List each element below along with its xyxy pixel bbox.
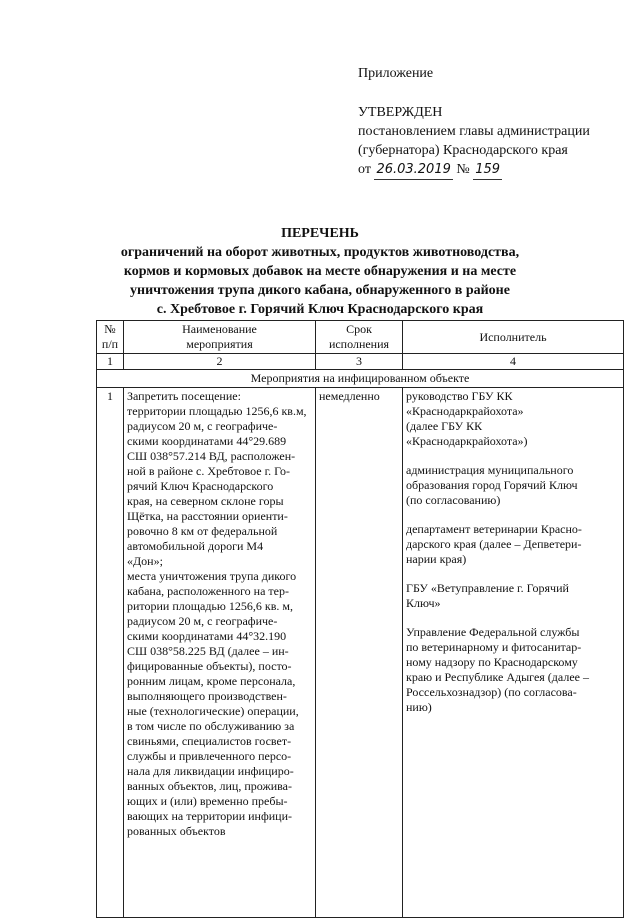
title-line-2: кормов и кормовых добавок на месте обнаружения и на месте xyxy=(123,264,517,279)
table-header-row xyxy=(97,321,624,354)
executor-3: департамент ветеринарии Красно- дарского края (далее – Депветери- нарии края) xyxy=(406,522,582,566)
number-label: № xyxy=(456,162,470,177)
executor-2: администрация муниципального образования город Горячий Ключ (по согласованию) xyxy=(406,463,578,507)
header-term: Срок исполнения xyxy=(316,321,403,354)
executor-1: руководство ГБУ КК «Краснодаркрайохота» (далее ГБУ КК «Краснодаркрайохота») xyxy=(406,389,528,448)
header-number: № п/п xyxy=(97,321,124,354)
section-title: Мероприятия на инфицированном объекте xyxy=(97,370,624,388)
approval-block xyxy=(358,64,590,180)
table-row xyxy=(97,388,624,918)
column-number-row xyxy=(97,354,624,370)
title-line-4: с. Хребтовое г. Горячий Ключ Краснодарского края xyxy=(156,302,484,317)
document-title xyxy=(60,224,580,319)
approval-date: 26.03.2019 xyxy=(374,160,452,180)
title-line-1: ограничений на оборот животных, продуктов животноводства, xyxy=(120,245,520,260)
title-line-3: уничтожения трупа дикого кабана, обнаруженного в районе xyxy=(130,283,510,298)
from-label: от xyxy=(358,162,371,177)
approval-date-line xyxy=(358,160,590,180)
approved-label: УТВЕРЖДЕН xyxy=(358,105,443,120)
col-num-2: 2 xyxy=(124,354,316,370)
row-measure: Запретить посещение: территории площадью 1256,6 кв.м, радиусом 20 м, с географиче- скими координатами 44°29.689 СШ 038°57.214 ВД, расположен- ной в районе с. Хребтовое г. Го- рячий Ключ Краснодарского края, на северном склоне горы Щётка, на расстоянии ориенти- ровочно 8 км от федеральной автомобильной дороги М4 «Дон»; места уничтожения трупа дикого кабана, расположенного на тер- ритории площадью 1256,6 кв. м, радиусом 20 м, с географиче- скими координатами 44°32.190 СШ 038°58.225 ВД (далее – ин- фицированные объекты), посто- ронним лицам, кроме персонала, выполняющего производствен- ные (технологические) операции, в том числе по обслуживанию за свиньями, специалистов госвет- службы и привлеченного персо- нала для ликвидации инфициро- ванных объектов, лиц, прожива- ющих и (или) временно пребы- вающих на территории инфици- рованных объектов xyxy=(124,388,316,918)
measures-table xyxy=(96,320,624,918)
appendix-label: Приложение xyxy=(358,66,434,81)
header-executor: Исполнитель xyxy=(403,321,624,354)
approval-line-1: постановлением главы администрации xyxy=(358,124,590,139)
row-term: немедленно xyxy=(316,388,403,918)
row-executors xyxy=(403,388,624,918)
col-num-1: 1 xyxy=(97,354,124,370)
col-num-4: 4 xyxy=(403,354,624,370)
executor-4: ГБУ «Ветуправление г. Горячий Ключ» xyxy=(406,581,569,610)
approval-line-2: (губернатора) Краснодарского края xyxy=(358,143,568,158)
row-number: 1 xyxy=(97,388,124,918)
header-measure: Наименование мероприятия xyxy=(124,321,316,354)
approval-number: 159 xyxy=(473,160,502,180)
col-num-3: 3 xyxy=(316,354,403,370)
executor-5: Управление Федеральной службы по ветеринарному и фитосанитар- ному надзору по Краснодарскому краю и Республике Адыгея (далее – Россельхознадзор) (по согласова- нию) xyxy=(406,625,589,714)
title-heading: ПЕРЕЧЕНЬ xyxy=(281,226,359,241)
section-row xyxy=(97,370,624,388)
